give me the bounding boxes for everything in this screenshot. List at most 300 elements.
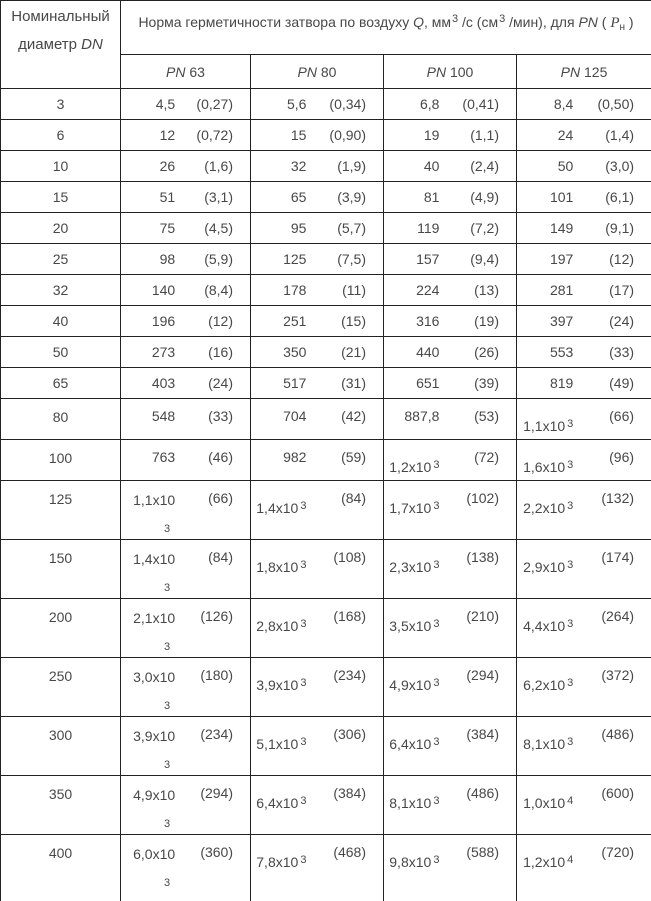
main-value: [384, 127, 439, 143]
table-row: [1, 658, 651, 717]
value-cell-content: [517, 89, 651, 112]
main-value: [384, 559, 439, 575]
header-text-segment: DN: [81, 36, 103, 53]
value-cell-content: [517, 151, 651, 174]
main-value-text: 4,9x10: [133, 787, 176, 803]
main-value-text: 763: [151, 449, 176, 465]
paren-value: (1,1): [470, 127, 499, 143]
paren-value: (7,2): [470, 220, 499, 236]
value-cell: [384, 835, 517, 901]
value-cell: [517, 306, 651, 337]
dn-cell: 125: [1, 481, 121, 540]
value-cell: [517, 213, 651, 244]
main-value-text: 196: [151, 313, 176, 329]
paren-value: (72): [474, 449, 499, 465]
value-cell-content: [384, 599, 516, 634]
value-cell-content: [517, 399, 651, 434]
main-value: [517, 282, 573, 298]
main-value: [384, 854, 439, 870]
value-cell-content: [251, 540, 383, 575]
value-cell-content: [384, 835, 516, 870]
main-value: [121, 728, 175, 771]
value-cell: [517, 658, 651, 717]
table-row: [1, 306, 651, 337]
main-value: [384, 220, 439, 236]
main-value: [251, 559, 306, 575]
main-value: [121, 313, 175, 329]
paren-value: (66): [208, 490, 233, 506]
value-cell-content: [121, 244, 250, 267]
main-value-text: 517: [283, 375, 307, 391]
paren-value: (9,1): [605, 220, 635, 236]
paren-value: (180): [200, 667, 233, 683]
value-cell-content: [517, 306, 651, 329]
main-value-text: 6,0x10: [133, 846, 176, 862]
main-value-text: 403: [151, 375, 176, 391]
value-cell: [121, 481, 251, 540]
main-value-text: 98: [159, 251, 176, 267]
value-cell: [251, 540, 384, 599]
value-cell: [121, 440, 251, 481]
value-cell-content: [517, 776, 651, 811]
paren-value: (0,72): [196, 127, 233, 143]
value-cell-content: [251, 399, 383, 424]
paren-value: (1,9): [337, 158, 366, 174]
main-value: [517, 559, 573, 575]
exponent: 4: [567, 795, 574, 807]
main-value-text: 149: [549, 220, 574, 236]
value-cell-content: [384, 337, 516, 360]
main-value-text: 8,4: [553, 96, 574, 112]
value-cell: [517, 776, 651, 835]
exponent: 3: [164, 582, 171, 594]
value-cell-content: [384, 481, 516, 516]
paren-value: (1,6): [204, 158, 233, 174]
dn-cell: 100: [1, 440, 121, 481]
value-cell: [517, 182, 651, 213]
main-value-text: 26: [159, 158, 176, 174]
header-text-segment: , мм: [423, 14, 451, 30]
main-value: [121, 551, 175, 594]
paren-value: (600): [601, 785, 635, 801]
value-cell: [121, 658, 251, 717]
exponent: 3: [433, 559, 440, 571]
value-cell: [384, 306, 517, 337]
paren-value: (19): [474, 313, 499, 329]
main-value: [251, 282, 306, 298]
paren-value: (486): [466, 785, 499, 801]
main-value-text: 982: [283, 449, 307, 465]
table-row: [1, 182, 651, 213]
value-cell-content: [121, 658, 250, 712]
main-value-text: 397: [549, 313, 574, 329]
paren-value: (39): [474, 375, 499, 391]
paren-value: (1,4): [605, 127, 635, 143]
paren-value: (168): [333, 608, 366, 624]
value-cell: [517, 599, 651, 658]
pn63-column-header: [121, 55, 251, 89]
table-row: [1, 120, 651, 151]
header-text-segment: /мин), для: [505, 14, 579, 30]
value-cell-content: [384, 368, 516, 391]
table-header: [1, 1, 651, 89]
paren-value: (0,34): [329, 96, 366, 112]
paren-value: (8,4): [204, 282, 233, 298]
main-value-text: 197: [549, 251, 574, 267]
main-value: [251, 736, 306, 752]
exponent: 3: [567, 736, 574, 748]
main-value-text: 101: [549, 189, 574, 205]
table-row: [1, 275, 651, 306]
pn80-column-header: [251, 55, 384, 89]
main-value: [384, 189, 439, 205]
header-text-segment: (: [597, 14, 611, 30]
exponent: 3: [164, 523, 171, 535]
value-cell-content: [121, 717, 250, 771]
header-text-segment: PN: [426, 64, 447, 80]
header-text-segment: Q: [413, 14, 424, 30]
main-value: [384, 408, 439, 424]
paren-value: (9,4): [470, 251, 499, 267]
main-value-text: 651: [416, 375, 440, 391]
exponent: 3: [300, 677, 307, 689]
main-value: [517, 251, 573, 267]
main-value-text: 51: [159, 189, 176, 205]
dn-cell: 40: [1, 306, 121, 337]
main-value: [121, 610, 175, 653]
pn125-column-header: [517, 55, 651, 89]
main-value: [121, 344, 175, 360]
paren-value: (360): [200, 844, 233, 860]
value-cell-content: [121, 440, 250, 465]
main-value: [121, 375, 175, 391]
paren-value: (234): [200, 726, 233, 742]
value-cell-content: [121, 540, 250, 594]
exponent: 3: [164, 877, 171, 889]
main-value: [384, 500, 439, 516]
value-cell-content: [251, 244, 383, 267]
value-cell-content: [251, 835, 383, 870]
exponent: 3: [567, 677, 574, 689]
main-value: [121, 492, 175, 535]
value-cell-content: [517, 481, 651, 516]
exponent: 3: [300, 500, 307, 512]
main-value-text: 6,4x10: [389, 736, 432, 752]
dn-cell: 200: [1, 599, 121, 658]
value-cell: [384, 599, 517, 658]
exponent: 3: [164, 700, 171, 712]
value-cell-content: [517, 120, 651, 143]
main-value-text: 140: [151, 282, 176, 298]
main-value-text: 3,5x10: [389, 618, 432, 634]
value-cell-content: [251, 658, 383, 693]
main-value-text: 1,6x10: [523, 459, 566, 475]
exponent: 3: [164, 641, 171, 653]
paren-value: (588): [466, 844, 499, 860]
value-cell-content: [517, 658, 651, 693]
main-value-text: 273: [151, 344, 176, 360]
main-value: [251, 313, 306, 329]
main-value: [517, 189, 573, 205]
value-cell-content: [517, 717, 651, 752]
value-cell-content: [517, 835, 651, 870]
main-value-text: 251: [283, 313, 307, 329]
header-text-segment: PN: [297, 64, 317, 80]
value-cell-content: [251, 213, 383, 236]
dn-cell: 20: [1, 213, 121, 244]
value-cell: [384, 337, 517, 368]
main-value: [121, 787, 175, 830]
value-cell-content: [251, 368, 383, 391]
value-cell: [251, 399, 384, 440]
main-value-text: 887,8: [404, 408, 440, 424]
value-cell: [251, 213, 384, 244]
value-cell: [121, 599, 251, 658]
paren-value: (6,1): [605, 189, 635, 205]
main-value-text: 6,8: [419, 96, 440, 112]
main-value-text: 2,2x10: [523, 500, 566, 516]
value-cell-content: [384, 275, 516, 298]
table-row: [1, 481, 651, 540]
value-cell: [384, 481, 517, 540]
paren-value: (84): [208, 549, 233, 565]
main-value-text: 548: [151, 408, 176, 424]
paren-value: (96): [609, 449, 635, 465]
value-cell-content: [121, 182, 250, 205]
main-value-text: 6,4x10: [256, 795, 299, 811]
value-cell: [251, 776, 384, 835]
value-cell-content: [517, 213, 651, 236]
dn-cell: 25: [1, 244, 121, 275]
main-value-text: 19: [423, 127, 440, 143]
main-value-text: 704: [283, 408, 307, 424]
table-row: [1, 213, 651, 244]
main-value-text: 1,4x10: [133, 551, 176, 567]
value-cell-content: [251, 306, 383, 329]
main-value: [517, 736, 573, 752]
dn-cell: 80: [1, 399, 121, 440]
main-value-text: 40: [423, 158, 440, 174]
value-cell-content: [384, 658, 516, 693]
main-value-text: 15: [290, 127, 307, 143]
main-value: [517, 96, 573, 112]
value-cell: [384, 275, 517, 306]
main-value-text: 3,0x10: [133, 669, 176, 685]
value-cell-content: [251, 481, 383, 516]
main-value: [251, 127, 306, 143]
paren-value: (5,7): [337, 220, 366, 236]
paren-value: (33): [208, 408, 233, 424]
value-cell: [121, 717, 251, 776]
exponent: 3: [164, 818, 171, 830]
main-value: [517, 854, 573, 870]
value-cell: [121, 89, 251, 120]
main-value-text: 65: [290, 189, 307, 205]
value-cell-content: [121, 368, 250, 391]
exponent: 3: [567, 459, 574, 471]
value-cell: [517, 337, 651, 368]
value-cell: [121, 244, 251, 275]
main-value-text: 1,8x10: [256, 559, 299, 575]
paren-value: (17): [609, 282, 635, 298]
main-value: [517, 220, 573, 236]
exponent: 3: [567, 618, 574, 630]
dn-cell: 15: [1, 182, 121, 213]
value-cell: [517, 717, 651, 776]
main-value-text: 157: [416, 251, 440, 267]
value-cell: [517, 89, 651, 120]
value-cell-content: [251, 275, 383, 298]
value-cell-content: [384, 440, 516, 475]
value-cell-content: [384, 182, 516, 205]
value-cell: [384, 658, 517, 717]
value-cell-content: [251, 89, 383, 112]
value-cell-content: [517, 337, 651, 360]
main-value: [251, 795, 306, 811]
value-cell-content: [121, 213, 250, 236]
main-value: [121, 282, 175, 298]
main-value-text: 1,0x10: [523, 795, 566, 811]
header-text-segment: PN: [166, 64, 186, 80]
value-cell-content: [517, 540, 651, 575]
paren-value: (174): [601, 549, 635, 565]
value-cell: [251, 481, 384, 540]
header-text-segment: 63: [185, 64, 205, 80]
main-value: [251, 189, 306, 205]
value-cell: [251, 440, 384, 481]
main-value: [517, 795, 573, 811]
value-cell: [121, 120, 251, 151]
exponent: 3: [567, 418, 574, 430]
value-cell-content: [121, 835, 250, 889]
value-cell: [384, 776, 517, 835]
paren-value: (102): [466, 490, 499, 506]
header-text-segment: /с (см: [458, 14, 499, 30]
paren-value: (2,4): [470, 158, 499, 174]
value-cell-content: [121, 481, 250, 535]
value-cell-content: [384, 540, 516, 575]
exponent: 3: [300, 736, 307, 748]
paren-value: (3,1): [204, 189, 233, 205]
main-value-text: 12: [159, 127, 176, 143]
value-cell-content: [251, 337, 383, 360]
main-value-text: 125: [283, 251, 307, 267]
value-cell: [251, 599, 384, 658]
value-cell-content: [517, 244, 651, 267]
main-value: [251, 375, 306, 391]
main-value-text: 2,3x10: [389, 559, 432, 575]
main-value-text: 7,8x10: [256, 854, 299, 870]
value-cell: [121, 835, 251, 901]
main-value: [517, 313, 573, 329]
paren-value: (84): [341, 490, 366, 506]
exponent: 3: [300, 559, 307, 571]
dn-cell: 350: [1, 776, 121, 835]
paren-value: (12): [208, 313, 233, 329]
value-cell: [121, 182, 251, 213]
table-row: [1, 440, 651, 481]
main-value: [121, 251, 175, 267]
main-value-text: 95: [290, 220, 307, 236]
value-cell: [384, 540, 517, 599]
value-cell: [384, 182, 517, 213]
table-row: [1, 368, 651, 399]
exponent: 3: [300, 854, 307, 866]
value-cell: [121, 368, 251, 399]
paren-value: (5,9): [204, 251, 233, 267]
value-cell: [517, 399, 651, 440]
main-value: [517, 677, 573, 693]
value-cell: [384, 440, 517, 481]
header-text-segment: Норма герметичности затвора по воздуху: [138, 14, 414, 30]
value-cell: [121, 540, 251, 599]
main-value: [384, 282, 439, 298]
value-cell-content: [517, 275, 651, 298]
value-cell-content: [384, 717, 516, 752]
paren-value: (11): [342, 282, 366, 298]
paren-value: (132): [601, 490, 635, 506]
value-cell: [251, 244, 384, 275]
main-value: [121, 189, 175, 205]
paren-value: (306): [333, 726, 366, 742]
main-value: [384, 313, 439, 329]
main-value-text: 1,2x10: [523, 854, 566, 870]
dn-column-header: [1, 1, 121, 89]
value-cell-content: [121, 337, 250, 360]
header-text-segment: 80: [316, 64, 337, 80]
header-text-segment: 3: [452, 13, 459, 25]
value-cell-content: [251, 599, 383, 634]
main-value-text: 553: [549, 344, 574, 360]
main-value: [384, 736, 439, 752]
main-value: [384, 251, 439, 267]
main-value: [384, 677, 439, 693]
main-value-text: 24: [557, 127, 574, 143]
main-value: [251, 344, 306, 360]
value-cell-content: [251, 120, 383, 143]
paren-value: (49): [609, 375, 635, 391]
value-cell-content: [517, 368, 651, 391]
main-value-text: 2,1x10: [133, 610, 176, 626]
main-value: [517, 344, 573, 360]
paren-value: (0,27): [196, 96, 233, 112]
exponent: 3: [433, 500, 440, 512]
header-text-segment: 100: [446, 64, 474, 80]
main-value: [517, 375, 573, 391]
value-cell: [384, 151, 517, 182]
paren-value: (0,90): [329, 127, 366, 143]
main-value-text: 2,9x10: [523, 559, 566, 575]
paren-value: (3,9): [337, 189, 366, 205]
value-cell-content: [384, 151, 516, 174]
value-cell-content: [384, 120, 516, 143]
table-row: [1, 89, 651, 120]
main-value-text: 5,6: [286, 96, 307, 112]
paren-value: (12): [609, 251, 635, 267]
value-cell-content: [121, 120, 250, 143]
header-row-1: [1, 1, 651, 55]
main-value-text: 2,8x10: [256, 618, 299, 634]
header-text-segment: PN: [560, 64, 581, 80]
paren-value: (210): [466, 608, 499, 624]
paren-value: (0,50): [597, 96, 635, 112]
value-cell-content: [251, 151, 383, 174]
main-value: [251, 96, 306, 112]
main-value: [251, 677, 306, 693]
value-cell: [517, 440, 651, 481]
paren-value: (384): [333, 785, 366, 801]
main-value-text: 1,7x10: [389, 500, 432, 516]
